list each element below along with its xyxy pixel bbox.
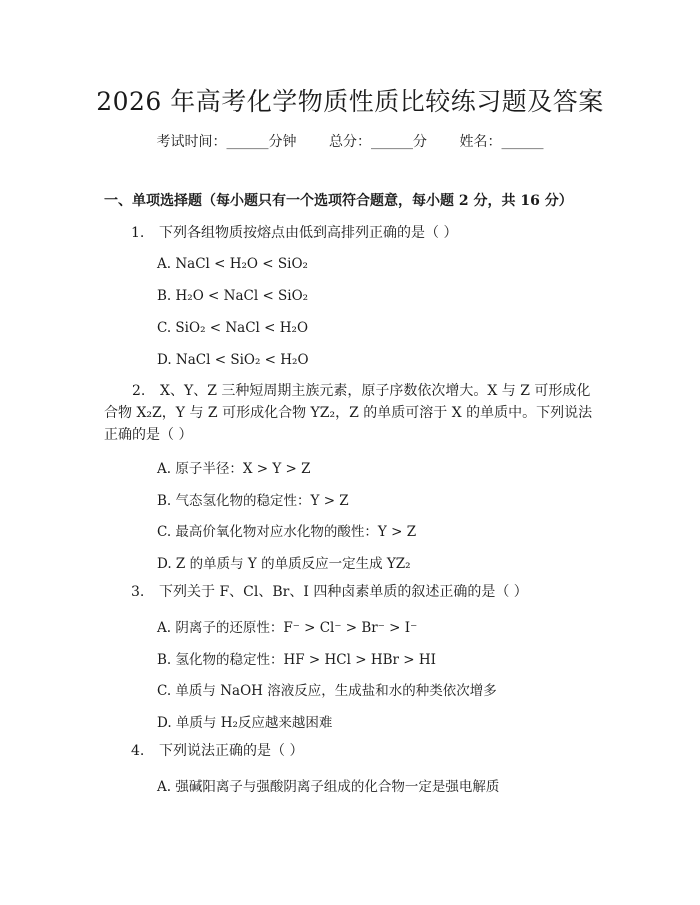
question-number: 1.: [131, 225, 145, 241]
question-3-option-a: A. 阴离子的还原性：F⁻ > Cl⁻ > Br⁻ > I⁻: [157, 620, 418, 636]
question-2-option-c: C. 最高价氧化物对应水化物的酸性：Y > Z: [157, 524, 417, 540]
question-1-option-c: C. SiO₂ < NaCl < H₂O: [157, 320, 309, 336]
question-2-option-b: B. 气态氢化物的稳定性：Y > Z: [157, 493, 349, 509]
question-text: 下列各组物质按熔点由低到高排列正确的是（ ）: [159, 225, 458, 241]
question-1-option-a: A. NaCl < H₂O < SiO₂: [157, 256, 308, 272]
question-3-option-b: B. 氢化物的稳定性：HF > HCl > HBr > HI: [157, 652, 436, 668]
section-heading: 一、单项选择题（每小题只有一个选项符合题意，每小题 2 分，共 16 分）: [104, 193, 573, 209]
question-3-option-d: D. 单质与 H₂反应越来越困难: [157, 715, 333, 731]
question-number: 3.: [131, 584, 145, 600]
question-2-option-a: A. 原子半径：X > Y > Z: [157, 461, 311, 477]
question-2-option-d: D. Z 的单质与 Y 的单质反应一定生成 YZ₂: [157, 556, 411, 572]
question-1-option-d: D. NaCl < SiO₂ < H₂O: [157, 352, 309, 368]
question-number: 4.: [131, 743, 145, 759]
question-text: 下列说法正确的是（ ）: [159, 743, 304, 759]
question-text: 下列关于 F、Cl、Br、I 四种卤素单质的叙述正确的是（ ）: [159, 584, 528, 600]
question-2-stem: [104, 380, 602, 446]
question-4-stem: [131, 740, 303, 762]
total-score-field: 总分：______分: [329, 134, 427, 150]
question-text: X、Y、Z 三种短周期主族元素，原子序数依次增大。X 与 Z 可形成化合物 X₂Z，Y 与 Z 可形成化合物 YZ₂，Z 的单质可溶于 X 的单质中。下列说法正确的是（ ）: [104, 383, 593, 443]
exam-meta: [0, 131, 700, 151]
page-title: 2026 年高考化学物质性质比较练习题及答案: [96, 87, 604, 116]
question-3-stem: [131, 581, 528, 603]
student-name-field: 姓名：______: [459, 134, 544, 150]
question-1-option-b: B. H₂O < NaCl < SiO₂: [157, 288, 309, 304]
exam-time-field: 考试时间：______分钟: [156, 134, 297, 150]
question-1-stem: [131, 222, 457, 244]
question-4-option-a: A. 强碱阳离子与强酸阴离子组成的化合物一定是强电解质: [157, 779, 500, 795]
question-3-option-c: C. 单质与 NaOH 溶液反应，生成盐和水的种类依次增多: [157, 683, 497, 699]
question-number: 2.: [132, 383, 146, 399]
